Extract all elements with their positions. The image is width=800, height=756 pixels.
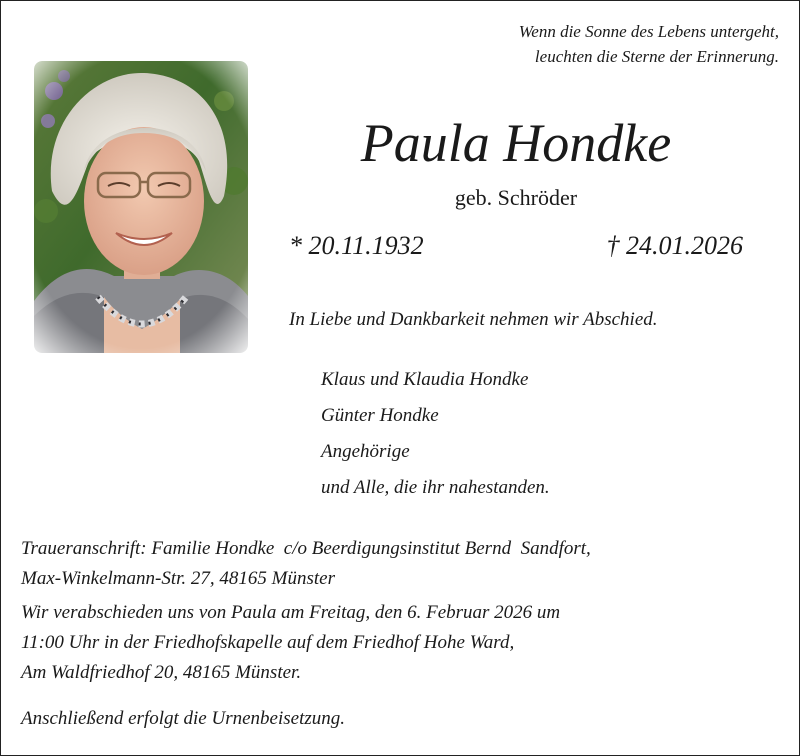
birth-date: * 20.11.1932: [289, 231, 424, 260]
memorial-quote-line: Wenn die Sonne des Lebens untergeht,: [518, 22, 779, 41]
mourner-name: Klaus und Klaudia Hondke: [321, 369, 529, 390]
urn-burial-note: Anschließend erfolgt die Urnenbeisetzung.: [21, 708, 345, 729]
farewell-text: In Liebe und Dankbarkeit nehmen wir Abschied.: [289, 309, 658, 330]
mourning-address: [21, 534, 591, 594]
mourners-list: [321, 362, 550, 506]
deceased-name: Paula Hondke: [360, 113, 672, 173]
death-date: † 24.01.2026: [606, 231, 743, 260]
service-line: 11:00 Uhr in der Friedhofskapelle auf dem Friedhof Hohe Ward,: [21, 632, 515, 653]
service-line: Wir verabschieden uns von Paula am Freitag, den 6. Februar 2026 um: [21, 602, 561, 623]
mourner-name: und Alle, die ihr nahestanden.: [321, 477, 550, 498]
birth-name: geb. Schröder: [454, 185, 578, 210]
address-line: Traueranschrift: Familie Hondke c/o Beerdigungsinstitut Bernd Sandfort,: [21, 538, 591, 559]
mourner-name: Angehörige: [321, 441, 410, 462]
memorial-quote-line: leuchten die Sterne der Erinnerung.: [534, 47, 779, 66]
address-line: Max-Winkelmann-Str. 27, 48165 Münster: [21, 568, 335, 589]
service-line: Am Waldfriedhof 20, 48165 Münster.: [21, 662, 302, 683]
portrait-photo: [34, 61, 248, 353]
mourner-name: Günter Hondke: [321, 405, 439, 426]
memorial-quote: [519, 19, 779, 69]
service-details: [21, 598, 560, 688]
